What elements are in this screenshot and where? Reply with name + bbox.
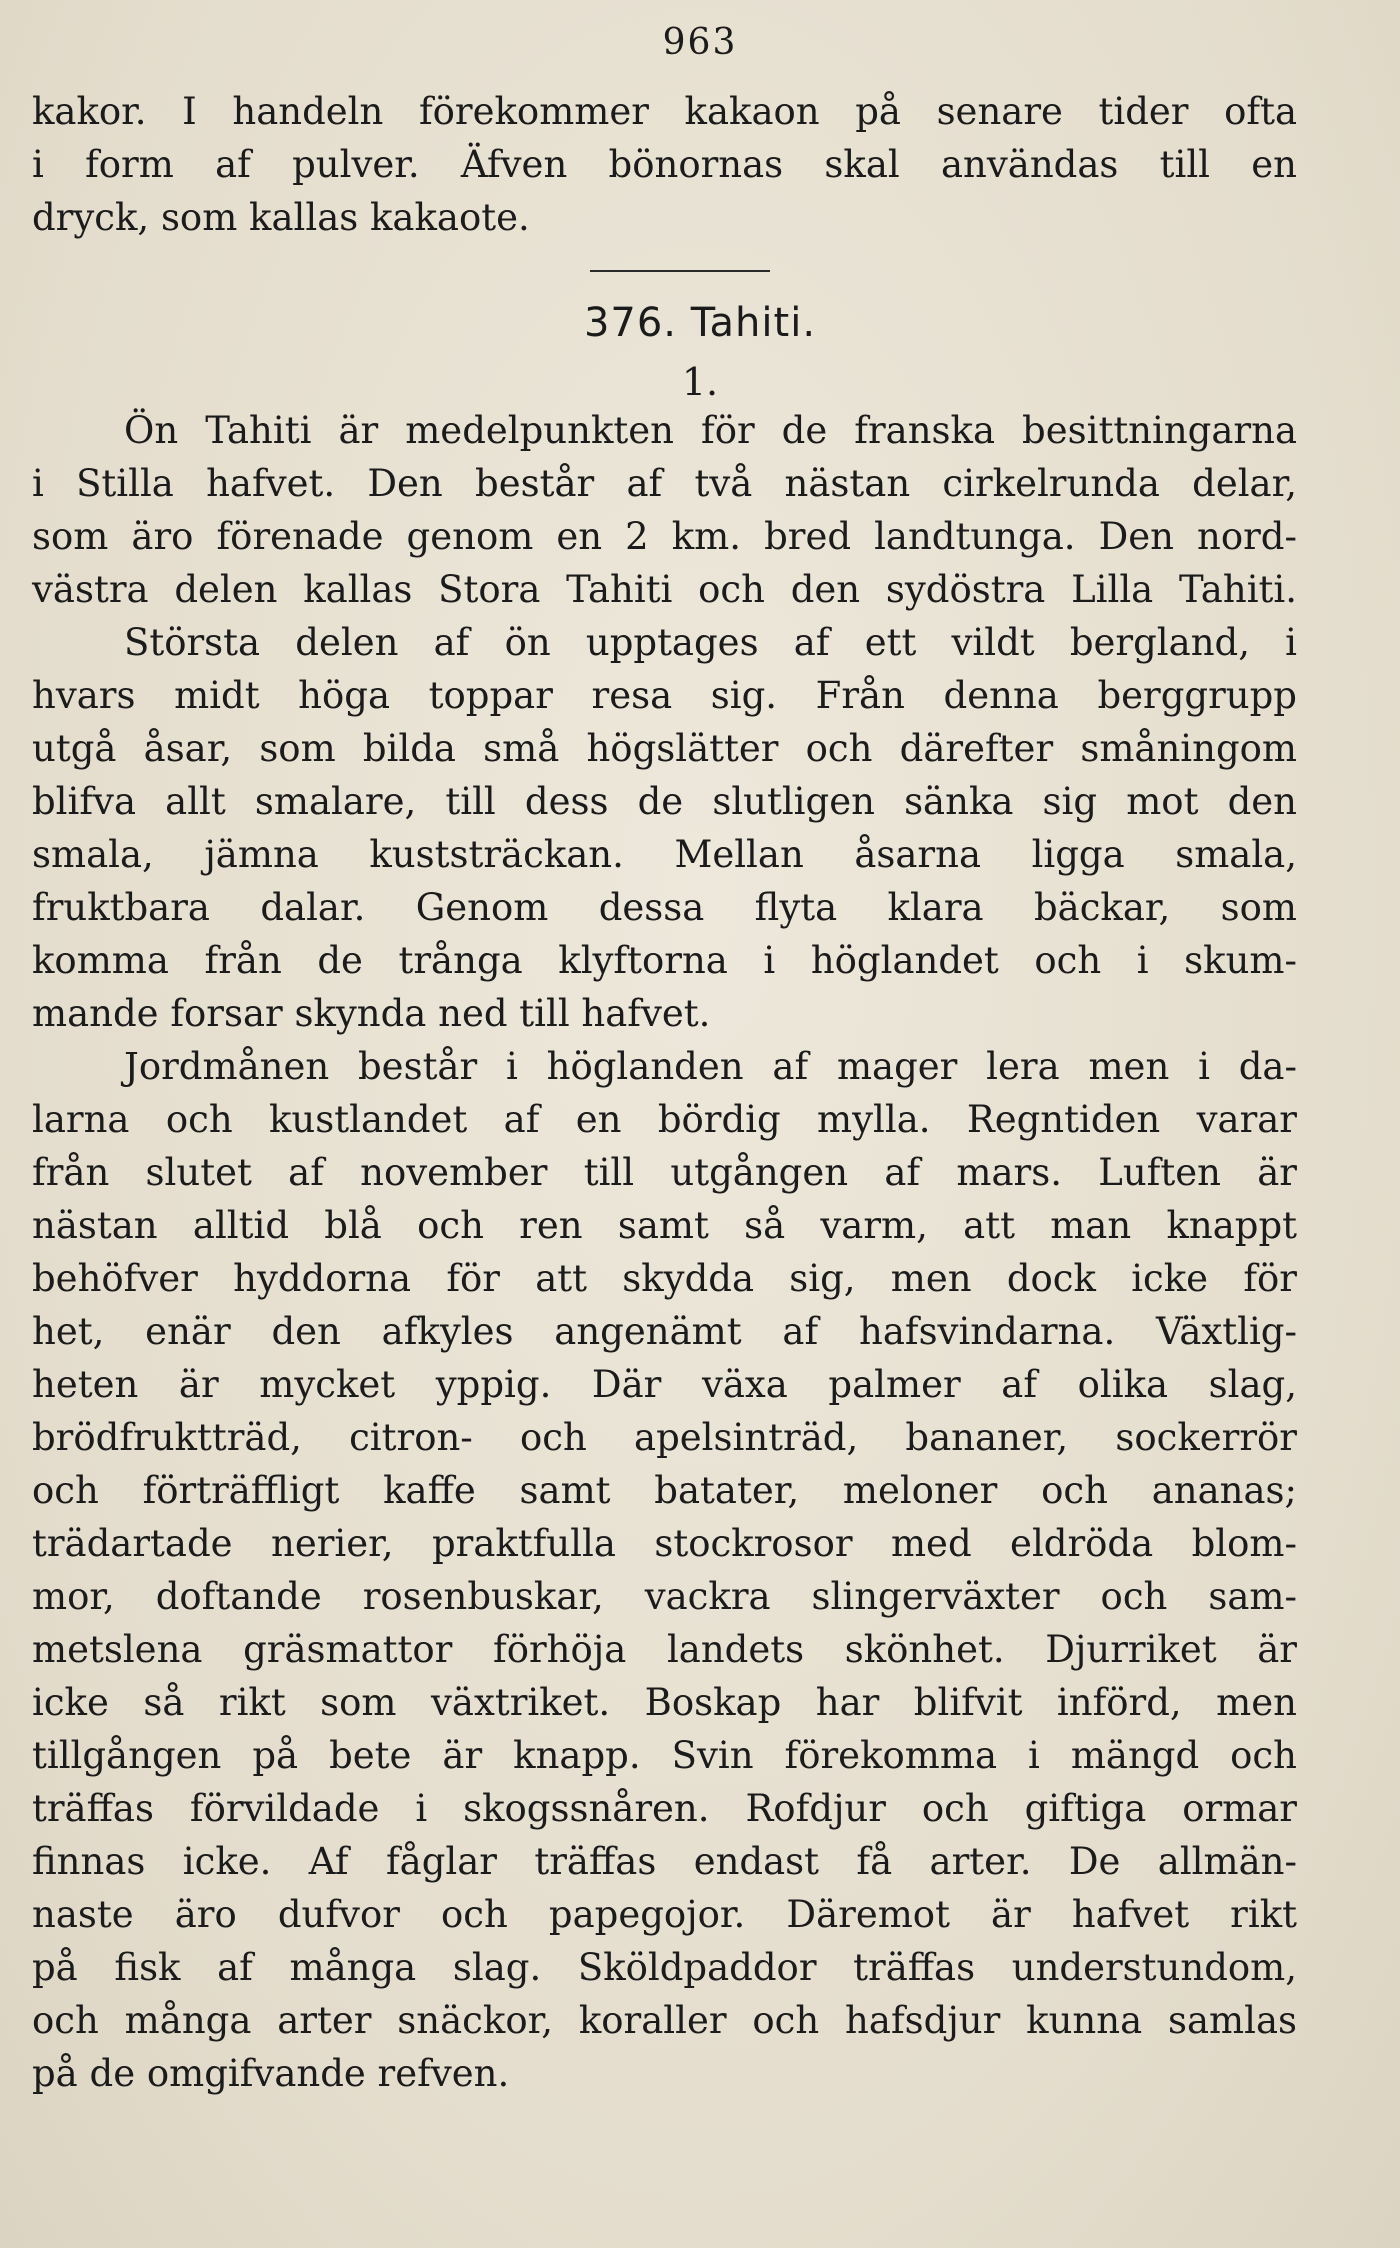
- text-line: Ön Tahiti är medelpunkten för de franska besittningarna: [124, 409, 1297, 452]
- text-line: brödfruktträd, citron- och apelsinträd, bananer, sockerrör: [32, 1416, 1297, 1459]
- text-line: het, enär den afkyles angenämt af hafsvindarna. Växtlig-: [32, 1310, 1297, 1353]
- text-line: från slutet af november till utgången af mars. Luften är: [32, 1151, 1297, 1194]
- subsection-number: 1.: [681, 360, 719, 404]
- text-line: nästan alltid blå och ren samt så varm, att man knappt: [32, 1204, 1297, 1247]
- text-line: blifva allt smalare, till dess de slutligen sänka sig mot den: [32, 780, 1297, 823]
- text-line: mor, doftande rosenbuskar, vackra slingerväxter och sam-: [32, 1575, 1297, 1618]
- text-line: Största delen af ön upptages af ett vildt bergland, i: [124, 621, 1297, 664]
- text-line: smala, jämna kuststräckan. Mellan åsarna ligga smala,: [32, 833, 1297, 876]
- text-line: tillgången på bete är knapp. Svin förekomma i mängd och: [32, 1734, 1297, 1777]
- text-line: på fisk af många slag. Sköldpaddor träffas understundom,: [32, 1946, 1297, 1989]
- section-heading: 376. Tahiti.: [583, 300, 817, 346]
- text-line: Jordmånen består i höglanden af mager lera men i da-: [124, 1045, 1297, 1088]
- text-line: naste äro dufvor och papegojor. Däremot är hafvet rikt: [32, 1893, 1297, 1936]
- text-line: behöfver hyddorna för att skydda sig, men dock icke för: [32, 1257, 1297, 1300]
- text-line: heten är mycket yppig. Där växa palmer af olika slag,: [32, 1363, 1297, 1406]
- body-text: [32, 404, 1297, 2100]
- text-line: trädartade nerier, praktfulla stockrosor med eldröda blom-: [32, 1522, 1297, 1565]
- text-line: icke så rikt som växtriket. Boskap har blifvit införd, men: [32, 1681, 1297, 1724]
- text-line: dryck, som kallas kakaote.: [32, 196, 530, 239]
- text-line: hvars midt höga toppar resa sig. Från denna berggrupp: [32, 674, 1297, 717]
- text-line: som äro förenade genom en 2 km. bred landtunga. Den nord-: [32, 515, 1297, 558]
- text-line: på de omgifvande refven.: [32, 2052, 510, 2095]
- section-divider: [590, 270, 770, 272]
- text-line: mande forsar skynda ned till hafvet.: [32, 992, 711, 1035]
- text-line: fruktbara dalar. Genom dessa flyta klara bäckar, som: [32, 886, 1297, 929]
- text-line: träffas förvildade i skogssnåren. Rofdjur och giftiga ormar: [32, 1787, 1297, 1830]
- text-line: i form af pulver. Äfven bönornas skal användas till en: [32, 143, 1297, 186]
- text-line: finnas icke. Af fåglar träffas endast få arter. De allmän-: [32, 1840, 1297, 1883]
- text-line: utgå åsar, som bilda små högslätter och därefter småningom: [32, 727, 1297, 770]
- text-line: och förträffligt kaffe samt batater, meloner och ananas;: [32, 1469, 1297, 1512]
- page-number: 963: [662, 22, 738, 63]
- text-line: komma från de trånga klyftorna i höglandet och i skum-: [32, 939, 1297, 982]
- text-line: metslena gräsmattor förhöja landets skönhet. Djurriket är: [32, 1628, 1297, 1671]
- text-line: larna och kustlandet af en bördig mylla. Regntiden varar: [32, 1098, 1297, 1141]
- text-line: i Stilla hafvet. Den består af två nästan cirkelrunda delar,: [32, 462, 1297, 505]
- text-line: kakor. I handeln förekommer kakaon på senare tider ofta: [32, 90, 1297, 133]
- text-line: och många arter snäckor, koraller och hafsdjur kunna samlas: [32, 1999, 1297, 2042]
- intro-paragraph: [32, 85, 1297, 244]
- text-line: västra delen kallas Stora Tahiti och den sydöstra Lilla Tahiti.: [32, 568, 1297, 611]
